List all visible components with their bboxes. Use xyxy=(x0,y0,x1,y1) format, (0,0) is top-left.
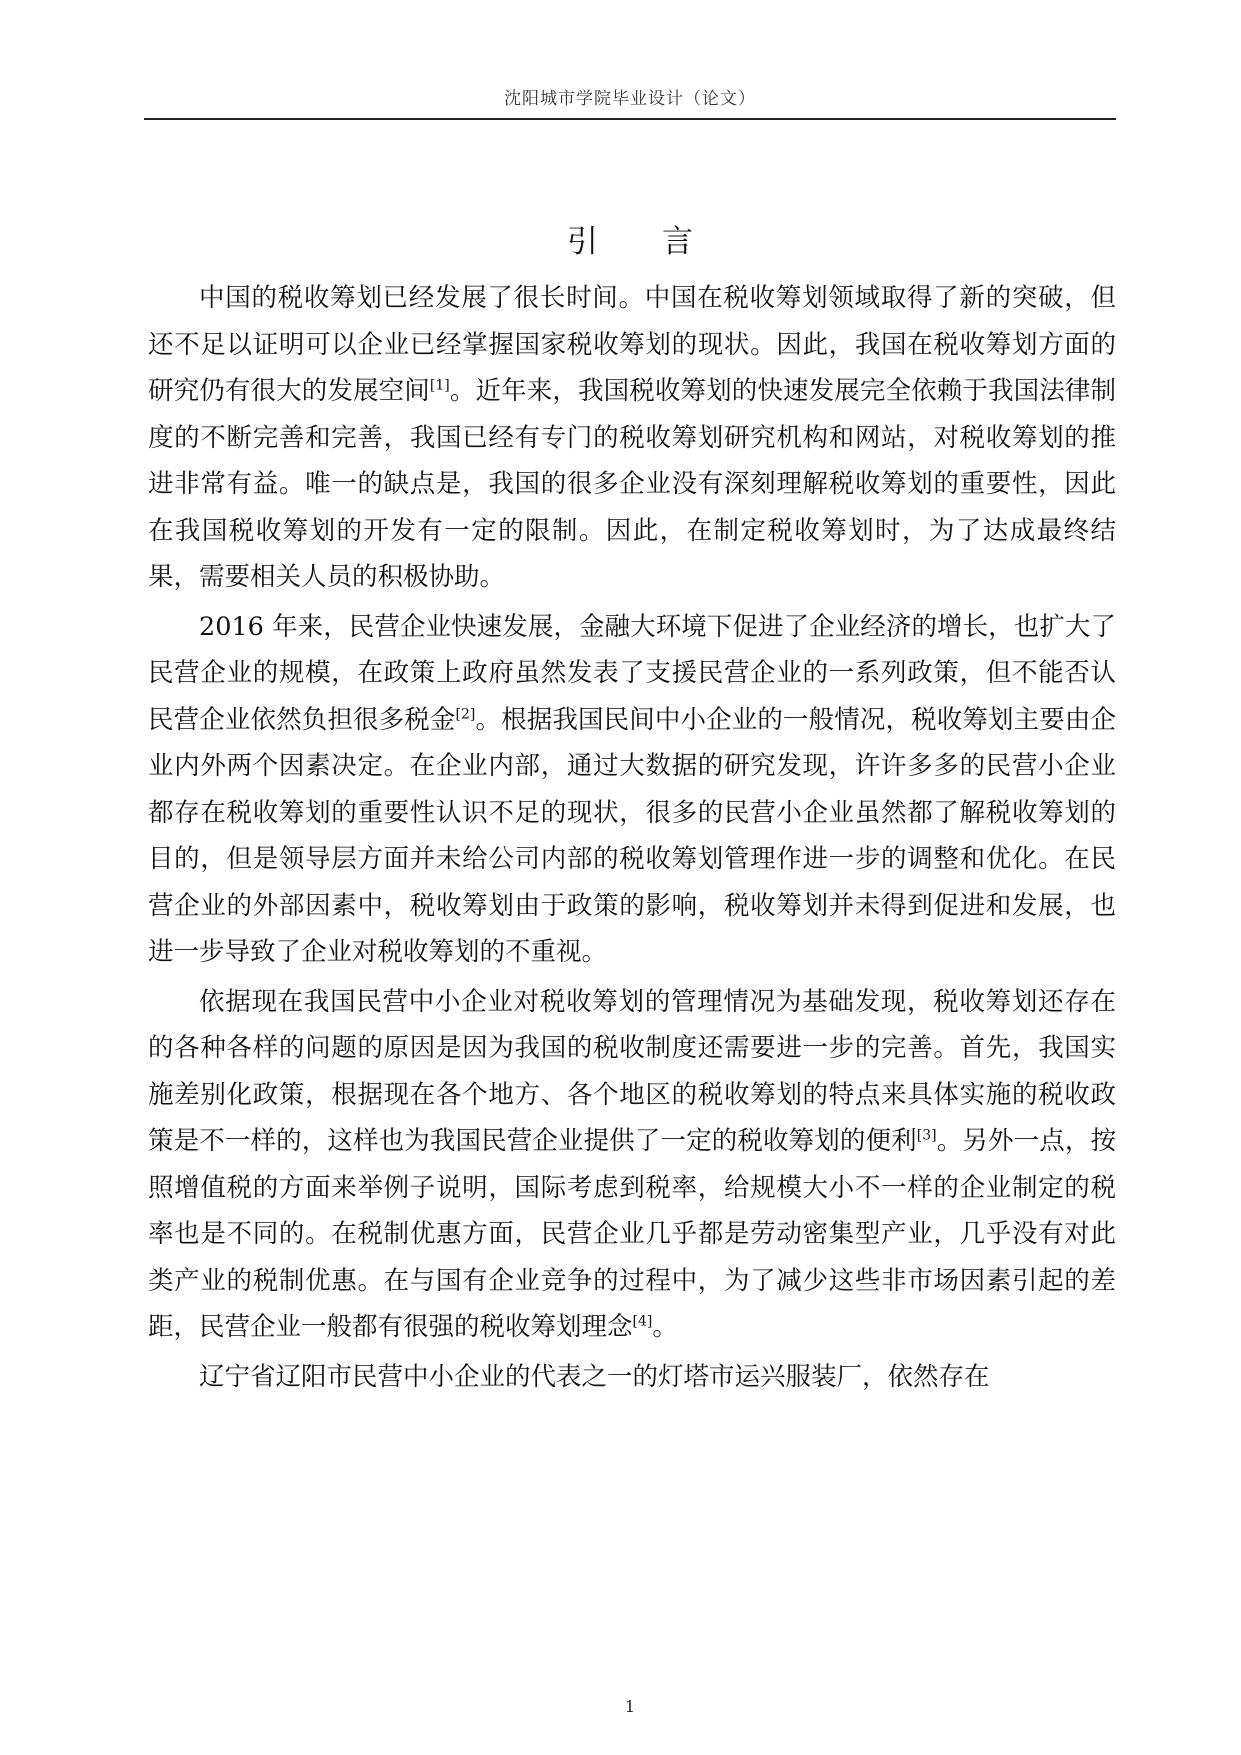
section-title-char-1: 引 xyxy=(567,224,598,260)
running-header: 沈阳城市学院毕业设计（论文） xyxy=(504,89,756,109)
paragraph-text: 。根据我国民间中小企业的一般情况，税收筹划主要由企业内外两个因素决定。在企业内部，通过大数据的研究发现，许许多多的民营小企业都存在税收筹划的重要性认识不足的现状，很多的民营小企业虽然都了解税收筹划的目的，但是领导层方面并未给公司内部的税收筹划管理作进一步的调整和优化。在民营企业的外部因素中，税收筹划由于政策的影响，税收筹划并未得到促进和发展，也进一步导致了企业对税收筹划的不重视。 xyxy=(148,704,1116,967)
paragraph xyxy=(148,604,1116,976)
section-title-char-2: 言 xyxy=(662,224,693,260)
page-number: 1 xyxy=(624,1697,636,1716)
paragraph xyxy=(148,275,1116,601)
section-title xyxy=(144,222,1116,262)
paragraph-text: 。近年来，我国税收筹划的快速发展完全依赖于我国法律制度的不断完善和完善，我国已经有专门的税收筹划研究机构和网站，对税收筹划的推进非常有益。唯一的缺点是，我国的很多企业没有深刻理解税收筹划的重要性，因此在我国税收筹划的开发有一定的限制。因此，在制定税收筹划时，为了达成最终结果，需要相关人员的积极协助。 xyxy=(148,376,1116,592)
header-divider xyxy=(144,118,1116,120)
paragraph-text: 。 xyxy=(652,1312,678,1342)
citation-ref: [2] xyxy=(455,706,476,722)
paragraph-text: 辽宁省辽阳市民营中小企业的代表之一的灯塔市运兴服装厂，依然存在 xyxy=(199,1361,990,1392)
citation-ref: [3] xyxy=(916,1127,937,1144)
paragraph-text: 中国的税收筹划已经发展了很长时间。中国在税收筹划领域取得了新的突破，但还不足以证明可以企业已经掌握国家税收筹划的现状。因此，我国在税收筹划方面的研究仍有很大的发展空间 xyxy=(148,283,1116,406)
citation-ref: [1] xyxy=(429,377,450,394)
paragraph-text: 2016 年来，民营企业快速发展，金融大环境下促进了企业经济的增长，也扩大了民营企业的规模，在政策上政府虽然发表了支援民营企业的一系列政策，但不能否认民营企业依然负担很多税金 xyxy=(148,611,1116,735)
paragraph xyxy=(148,979,1116,1351)
body-text xyxy=(148,275,1116,1400)
citation-ref: [4] xyxy=(632,1313,653,1330)
paragraph-text: 。另外一点，按照增值税的方面来举例子说明，国际考虑到税率，给规模大小不一样的企业制定的税率也是不同的。在税制优惠方面，民营企业几乎都是劳动密集型产业，几乎没有对此类产业的税制优惠。在与国有企业竞争的过程中，为了减少这些非市场因素引起的差距，民营企业一般都有很强的税收筹划理念 xyxy=(148,1126,1116,1342)
paragraph xyxy=(148,1354,1116,1401)
paragraph-text: 依据现在我国民营中小企业对税收筹划的管理情况为基础发现，税收筹划还存在的各种各样的问题的原因是因为我国的税收制度还需要进一步的完善。首先，我国实施差别化政策，根据现在各个地方、各个地区的税收筹划的特点来具体实施的税收政策是不一样的，这样也为我国民营企业提供了一定的税收筹划的便利 xyxy=(148,986,1116,1156)
